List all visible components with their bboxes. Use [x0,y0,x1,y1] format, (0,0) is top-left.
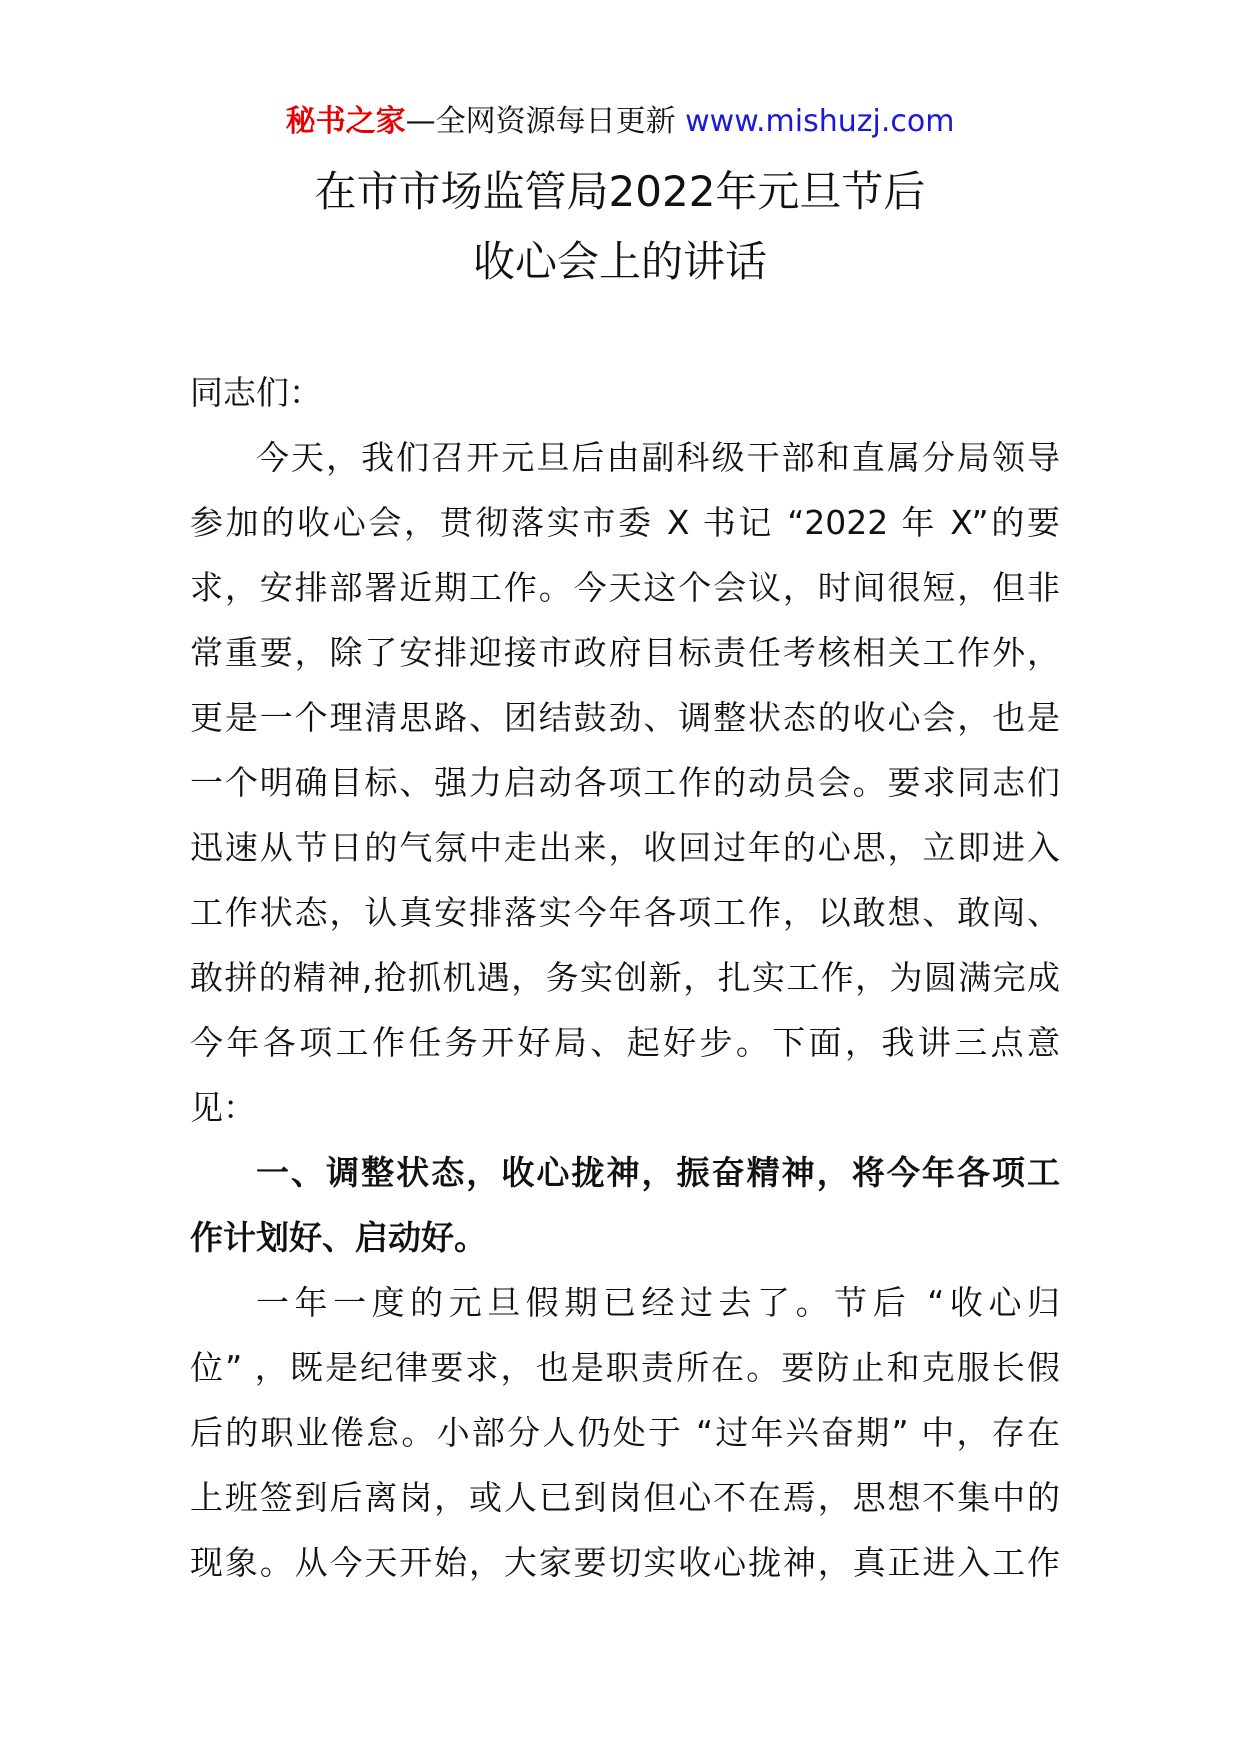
paragraph-line: 敢拼的精神,抢抓机遇，务实创新，扎实工作，为圆满完成 [190,958,1060,997]
paragraph-line: 参加的收心会，贯彻落实市委 X 书记 “2022 年 X”的要 [190,503,1060,542]
header-tagline: —全网资源每日更新 [405,104,686,139]
paragraph-2 [190,1270,1060,1595]
paragraph-line: 更是一个理清思路、团结鼓劲、调整状态的收心会，也是 [190,698,1060,737]
paragraph-line: 上班签到后离岗，或人已到岗但心不在焉，思想不集中的 [190,1478,1060,1517]
site-url-link[interactable]: www.mishuzj.com [685,104,955,139]
paragraph-line: 迅速从节日的气氛中走出来，收回过年的心思，立即进入 [190,828,1060,867]
document-body [190,360,1060,1595]
paragraph-line: 见： [190,1088,256,1127]
heading-line: 作计划好、启动好。 [190,1218,487,1257]
paragraph-line: 现象。从今天开始，大家要切实收心拢神，真正进入工作 [190,1543,1060,1582]
document-title-line-1: 在市市场监管局2022年元旦节后 [314,167,926,216]
paragraph-line: 工作状态，认真安排落实今年各项工作，以敢想、敢闯、 [190,893,1060,932]
paragraph-line: 一个明确目标、强力启动各项工作的动员会。要求同志们 [190,763,1060,802]
paragraph-line: 位” ，既是纪律要求，也是职责所在。要防止和克服长假 [190,1348,1060,1387]
paragraph-1 [190,425,1060,1140]
paragraph-line: 今年各项工作任务开好局、起好步。下面，我讲三点意 [190,1023,1060,1062]
paragraph-line: 求，安排部署近期工作。今天这个会议，时间很短，但非 [190,568,1060,607]
site-header [0,100,1240,144]
paragraph-line: 今天，我们召开元旦后由副科级干部和直属分局领导 [256,438,1060,477]
paragraph-line: 常重要，除了安排迎接市政府目标责任考核相关工作外， [190,633,1060,672]
document-title-line-2: 收心会上的讲话 [472,237,767,286]
salutation: 同志们： [190,373,322,412]
brand-name: 秘书之家 [285,104,406,139]
heading-line: 一、调整状态，收心拢神，振奋精神，将今年各项工 [256,1153,1060,1192]
section-heading-1 [190,1140,1060,1270]
paragraph-line: 一年一度的元旦假期已经过去了。节后 “收心归 [256,1283,1060,1322]
paragraph-line: 后的职业倦怠。小部分人仍处于 “过年兴奋期” 中，存在 [190,1413,1060,1452]
